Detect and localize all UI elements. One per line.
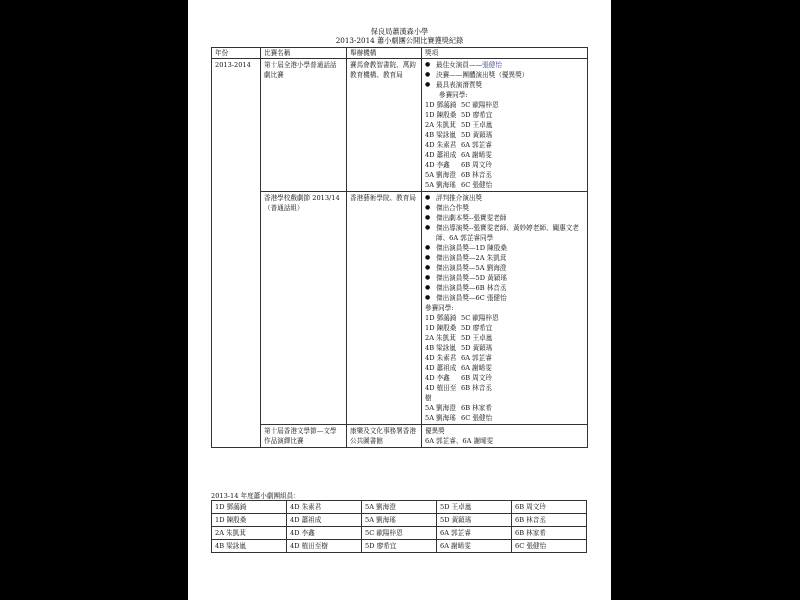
member-name: 5D 廖希宜 <box>461 324 493 332</box>
table-row <box>212 425 588 448</box>
member-cell: 6A 郭芷睿 <box>437 527 512 540</box>
member-cell: 6B 林家希 <box>512 527 587 540</box>
table-row <box>212 192 588 425</box>
member-name: 1D 鄧藹錡 <box>425 101 457 109</box>
member-name: 4D 朱素君 <box>425 141 457 149</box>
member-row <box>425 160 584 170</box>
member-cell: 4D 植田至樹 <box>287 540 362 553</box>
award-detail: 6A 郭芷睿、6A 謝晞雯 <box>425 437 494 445</box>
member-name: 6A 郭芷睿 <box>461 354 492 362</box>
competition-cell: 香港學校戲劇節 2013/14 （普通話組） <box>261 192 347 425</box>
award-title: 優異獎 <box>425 427 445 435</box>
award-item: ● 決賽——團體演出獎（優異獎） <box>425 70 584 80</box>
member-cell: 5D 廖希宜 <box>362 540 437 553</box>
awards-cell <box>422 425 588 448</box>
member-name: 6B 周文玲 <box>461 374 492 382</box>
competition-cell: 第十屆全港小學普通話話劇比賽 <box>261 59 347 192</box>
member-row <box>425 130 584 140</box>
award-item: ● 評判推介演出獎 <box>425 193 584 203</box>
member-row <box>425 120 584 130</box>
award-item: ● 傑出演員獎—6C 張健怡 <box>425 293 584 303</box>
award-item: ● 傑出演員獎—6B 林音丞 <box>425 283 584 293</box>
member-name: 6B 林音丞 <box>461 171 492 179</box>
member-cell: 5A 劉海澄 <box>362 501 437 514</box>
header-organizer: 舉辦機構 <box>347 48 422 59</box>
award-item: ● 最佳女演員——張健怡 <box>425 60 584 70</box>
member-cell: 5D 黃穎瑤 <box>437 514 512 527</box>
member-cell: 6C 張健怡 <box>512 540 587 553</box>
member-name: 4B 梁詠嵐 <box>425 344 456 352</box>
member-name: 4D 蕭祖成 <box>425 151 457 159</box>
member-row <box>425 140 584 150</box>
member-cell: 4D 李鑫 <box>287 527 362 540</box>
member-cell: 4D 朱素君 <box>287 501 362 514</box>
member-name: 1D 鄧藹錡 <box>425 314 457 322</box>
members-label: 參賽同學: <box>439 91 468 99</box>
table-row <box>212 527 587 540</box>
school-name: 保良局蕭漢森小學 <box>370 27 429 36</box>
member-cell: 5A 劉海瑤 <box>362 514 437 527</box>
awards-cell <box>422 192 588 425</box>
award-item: ● 傑出演員獎—1D 陳殷桑 <box>425 243 584 253</box>
table-row <box>212 540 587 553</box>
member-name: 6B 林家希 <box>461 404 492 412</box>
awards-cell <box>422 59 588 192</box>
member-name: 5A 劉海瑤 <box>425 181 456 189</box>
member-row <box>425 323 584 333</box>
member-row <box>425 110 584 120</box>
member-name: 5C 歐陽梓恩 <box>461 101 499 109</box>
header-competition: 比賽名稱 <box>261 48 347 59</box>
award-item: ● 傑出合作獎 <box>425 203 584 213</box>
table-row <box>212 59 588 192</box>
header-year: 年份 <box>212 48 261 59</box>
award-item: ● 傑出演員獎—2A 朱凱萁 <box>425 253 584 263</box>
member-row <box>425 180 584 190</box>
member-name: 4D 朱素君 <box>425 354 457 362</box>
award-item: ● 傑出導演獎--張寶雯老師、黃妙婷老師、關惠文老師、6A 郭芷睿同學 <box>425 223 584 243</box>
member-name: 4D 李鑫 <box>425 374 450 382</box>
member-name: 6A 謝晞雯 <box>461 364 492 372</box>
member-name: 5D 黃穎瑤 <box>461 344 493 352</box>
organizer-cell: 香港藝術學院、教育局 <box>347 192 422 425</box>
table-header-row <box>212 48 588 59</box>
member-name: 6A 謝晞雯 <box>461 151 492 159</box>
member-row <box>425 100 584 110</box>
member-name: 4D 植田至樹 <box>425 384 457 402</box>
member-name: 5A 劉海澄 <box>425 404 456 412</box>
organizer-cell: 賽馬會教智書院、萬鈞教育機構、教育局 <box>347 59 422 192</box>
members-section-title: 2013-14 年度蕭小劇團組員： <box>211 492 300 500</box>
member-name: 1D 陳殷桑 <box>425 324 457 332</box>
member-row <box>425 343 584 353</box>
organizer-cell: 康樂及文化事務署香港公共圖書館 <box>347 425 422 448</box>
member-name: 2A 朱凱萁 <box>425 121 456 129</box>
member-row <box>425 403 584 413</box>
award-list <box>425 193 584 303</box>
document-title: 2013-2014 蕭小劇團公開比賽獲獎紀錄 <box>335 36 464 45</box>
award-item: ● 傑出演員獎—5D 黃穎瑤 <box>425 273 584 283</box>
table-row <box>212 514 587 527</box>
member-row <box>425 373 584 383</box>
member-name: 2A 朱凱萁 <box>425 334 456 342</box>
member-cell: 5C 歐陽梓恩 <box>362 527 437 540</box>
member-name: 4D 蕭祖成 <box>425 364 457 372</box>
member-name: 5D 王卓嵐 <box>461 121 493 129</box>
header-awards: 獎項 <box>422 48 588 59</box>
award-item: ● 最具表演潛質獎 <box>425 80 584 90</box>
member-name: 5A 劉海瑤 <box>425 414 456 422</box>
member-cell: 6B 林音丞 <box>512 514 587 527</box>
member-list <box>425 100 584 190</box>
member-cell: 6B 周文玲 <box>512 501 587 514</box>
member-row <box>425 313 584 323</box>
member-row <box>425 413 584 423</box>
member-name: 5C 歐陽梓恩 <box>461 314 499 322</box>
award-list <box>425 60 584 90</box>
member-cell: 1D 陳殷桑 <box>212 514 287 527</box>
member-name: 5A 劉海澄 <box>425 171 456 179</box>
member-cell: 2A 朱凱萁 <box>212 527 287 540</box>
member-name: 4B 梁詠嵐 <box>425 131 456 139</box>
member-cell: 4B 梁詠嵐 <box>212 540 287 553</box>
document-page <box>188 0 611 600</box>
member-name: 6B 周文玲 <box>461 161 492 169</box>
member-row <box>425 333 584 343</box>
awards-table <box>211 47 588 448</box>
member-name: 5D 廖希宜 <box>461 111 493 119</box>
competition-cell: 第十屆香港文學節—文學作品演繹比賽 <box>261 425 347 448</box>
member-row <box>425 170 584 180</box>
table-row <box>212 501 587 514</box>
member-name: 6A 郭芷睿 <box>461 141 492 149</box>
member-name: 5D 王卓嵐 <box>461 334 493 342</box>
member-name: 5D 黃穎瑤 <box>461 131 493 139</box>
member-row <box>425 150 584 160</box>
member-cell: 4D 蕭祖成 <box>287 514 362 527</box>
member-name: 6C 張健怡 <box>461 181 493 189</box>
member-cell: 1D 鄧藹錡 <box>212 501 287 514</box>
members-label: 參賽同學: <box>425 304 454 312</box>
member-name: 4D 李鑫 <box>425 161 450 169</box>
member-cell: 5D 王卓嵐 <box>437 501 512 514</box>
member-row <box>425 353 584 363</box>
member-name: 6C 張健怡 <box>461 414 493 422</box>
member-name: 1D 陳殷桑 <box>425 111 457 119</box>
member-row <box>425 383 584 403</box>
members-table <box>211 500 587 553</box>
year-cell: 2013-2014 <box>212 59 261 448</box>
member-row <box>425 363 584 373</box>
award-item: ● 傑出劇本獎--張寶雯老師 <box>425 213 584 223</box>
winner-name: 張健怡 <box>482 61 502 69</box>
award-item: ● 傑出演員獎—5A 劉海澄 <box>425 263 584 273</box>
member-name: 6B 林音丞 <box>461 384 492 392</box>
member-cell: 6A 謝晞雯 <box>437 540 512 553</box>
member-list <box>425 313 584 423</box>
